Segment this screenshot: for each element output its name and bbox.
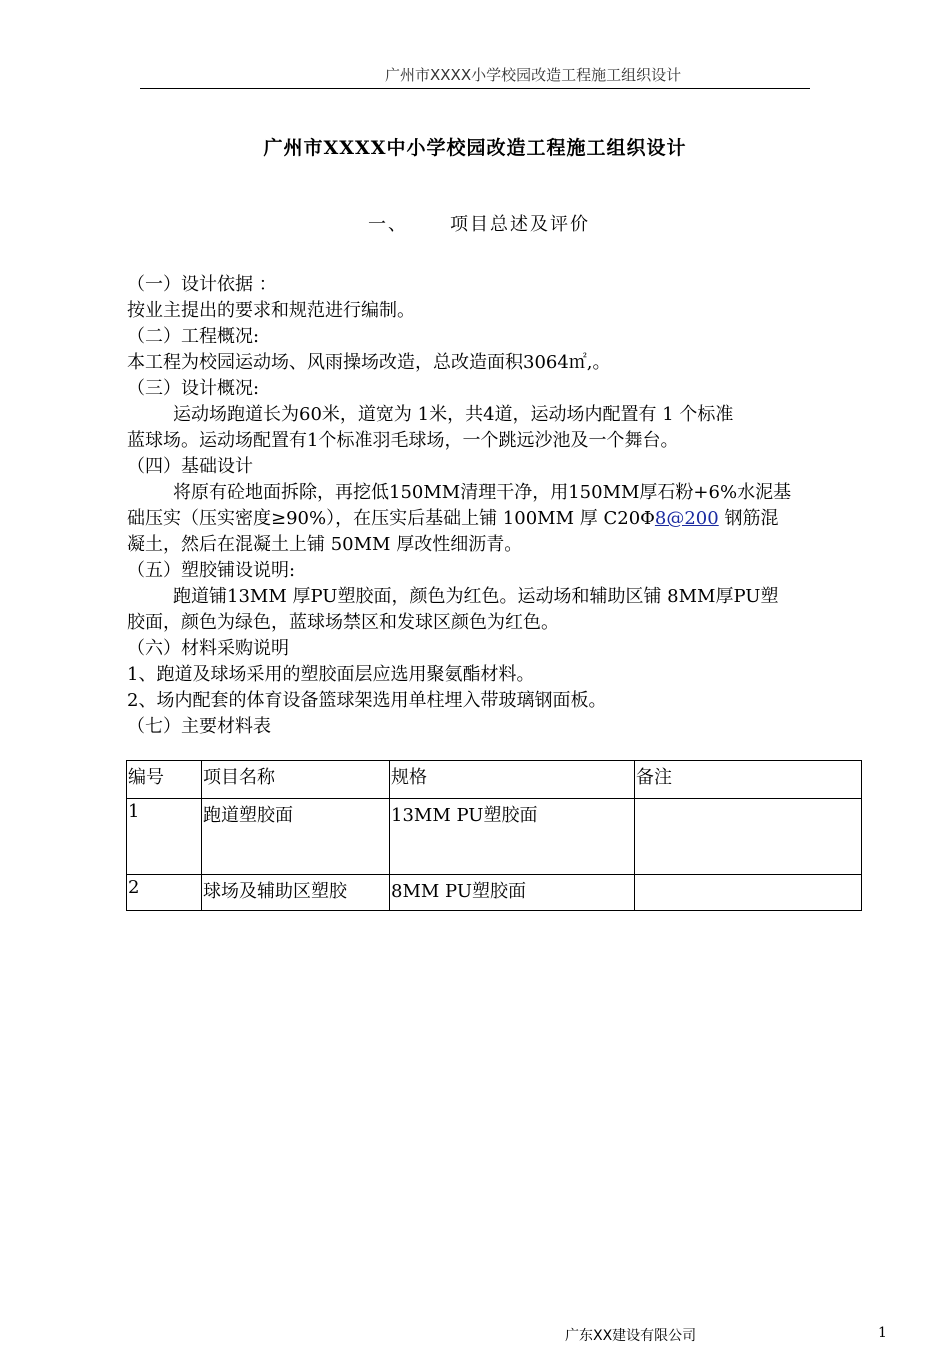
table-row <box>127 799 862 875</box>
table-header-cell: 项目名称 <box>202 761 390 799</box>
project-overview-text: 本工程为校园运动场、风雨操场改造，总改造面积3064㎡,。 <box>127 352 611 373</box>
design-basis-heading: （一）设计依据 ： <box>127 274 277 295</box>
rubber-laying-heading: （五）塑胶铺设说明: <box>127 560 296 581</box>
page-header: 广州市XXXX小学校园改造工程施工组织设计 <box>385 66 682 84</box>
section-heading <box>368 210 590 236</box>
foundation-design-line <box>127 506 778 532</box>
table-row <box>127 875 862 911</box>
table-cell <box>635 875 862 911</box>
table-header-row <box>127 761 862 799</box>
table-cell: 1 <box>127 799 202 875</box>
header-divider <box>140 88 810 89</box>
table-cell: 球场及辅助区塑胶 <box>202 875 390 911</box>
procurement-item: 1、跑道及球场采用的塑胶面层应选用聚氨酯材料。 <box>127 664 535 685</box>
foundation-text-part: 钢筋混 <box>718 508 779 529</box>
project-overview-heading: （二）工程概况: <box>127 326 260 347</box>
design-basis-text: 按业主提出的要求和规范进行编制。 <box>127 300 415 321</box>
table-header-cell: 规格 <box>390 761 635 799</box>
table-cell: 跑道塑胶面 <box>202 799 390 875</box>
materials-table <box>126 760 862 911</box>
table-cell: 13MM PU塑胶面 <box>390 799 635 875</box>
rebar-spec-link[interactable]: 8@200 <box>654 508 719 529</box>
procurement-item: 2、场内配套的体育设备篮球架选用单柱埋入带玻璃钢面板。 <box>127 690 607 711</box>
foundation-design-line: 将原有砼地面拆除，再挖低150MM清理干净，用150MM厚石粉+6%水泥基 <box>173 482 792 503</box>
procurement-heading: （六）材料采购说明 <box>127 638 289 659</box>
section-number: 一、 <box>368 214 408 235</box>
foundation-text-part: 础压实（压实密度≥90%），在压实后基础上铺 100MM 厚 C20Φ <box>127 508 655 529</box>
design-overview-line: 运动场跑道长为60米，道宽为 1米，共4道，运动场内配置有 1 个标准 <box>173 404 734 425</box>
document-title: 广州市XXXX中小学校园改造工程施工组织设计 <box>263 137 687 159</box>
foundation-design-heading: （四）基础设计 <box>127 456 253 477</box>
section-title: 项目总述及评价 <box>450 214 590 235</box>
page-number: 1 <box>878 1325 887 1341</box>
table-cell: 2 <box>127 875 202 911</box>
materials-table-heading: （七）主要材料表 <box>127 716 271 737</box>
table-header-cell: 编号 <box>127 761 202 799</box>
footer-company: 广东XX建设有限公司 <box>565 1328 697 1344</box>
design-overview-line: 蓝球场。运动场配置有1个标准羽毛球场，一个跳远沙池及一个舞台。 <box>127 430 679 451</box>
design-overview-heading: （三）设计概况: <box>127 378 260 399</box>
rubber-laying-line: 跑道铺13MM 厚PU塑胶面，颜色为红色。运动场和辅助区铺 8MM厚PU塑 <box>173 586 779 607</box>
foundation-design-line: 凝土，然后在混凝土上铺 50MM 厚改性细沥青。 <box>127 534 523 555</box>
table-header-cell: 备注 <box>635 761 862 799</box>
rubber-laying-line: 胶面，颜色为绿色，蓝球场禁区和发球区颜色为红色。 <box>127 612 559 633</box>
table-cell: 8MM PU塑胶面 <box>390 875 635 911</box>
table-cell <box>635 799 862 875</box>
